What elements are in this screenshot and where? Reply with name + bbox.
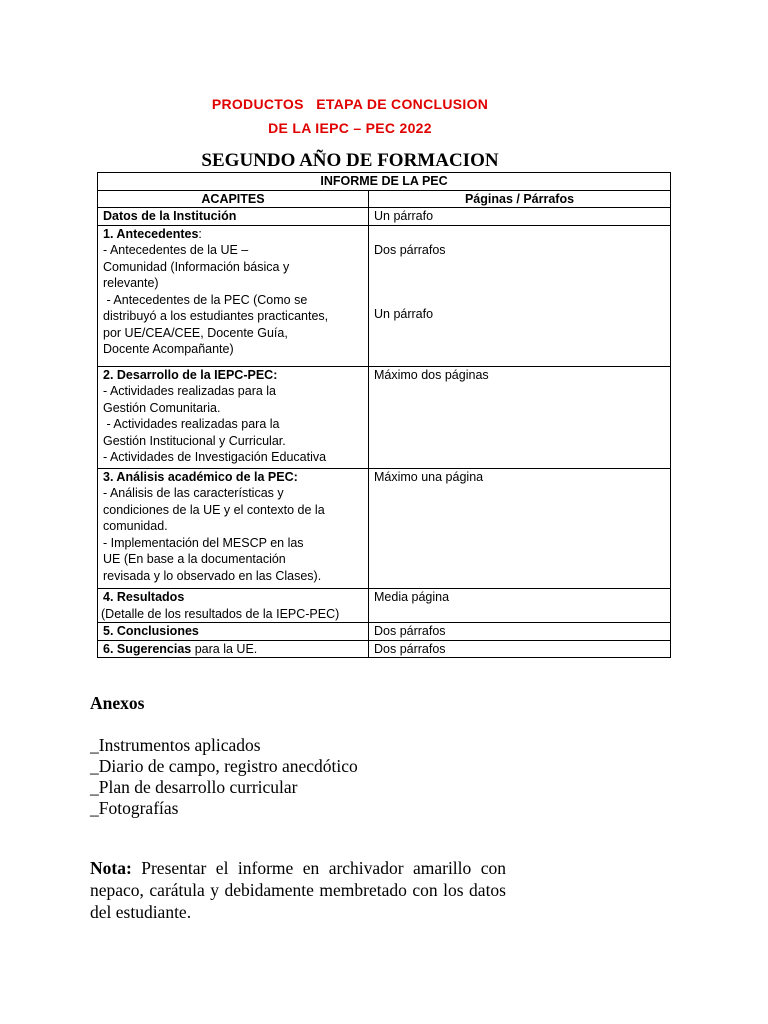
title-line-1: PRODUCTOS ETAPA DE CONCLUSION [211, 96, 489, 112]
row-line: revisada y lo observado en las Clases). [103, 568, 322, 583]
row-heading-cell [98, 589, 369, 623]
row-value-cell [369, 589, 671, 623]
table-row [98, 589, 671, 623]
list-item: _Diario de campo, registro anecdótico [90, 756, 358, 776]
row-line: - Actividades realizadas para la [103, 417, 280, 431]
row-line: - Actividades de Investigación Educativa [103, 450, 327, 464]
table-row [98, 366, 671, 468]
row-heading-cell [98, 468, 369, 589]
row-value: Dos párrafos [374, 641, 446, 656]
row-heading: Datos de la Institución [103, 209, 237, 223]
row-line: condiciones de la UE y el contexto de la [103, 502, 325, 517]
row-line: - Análisis de las características y [103, 486, 284, 500]
row-heading-cell [98, 225, 369, 366]
row-line: Docente Acompañante) [103, 342, 234, 356]
table-title-row [98, 173, 671, 191]
report-table [97, 172, 671, 658]
column-header-acapites: ACAPITES [98, 190, 369, 208]
row-line: - Antecedentes de la UE – [103, 243, 249, 257]
row-value: Media página [374, 590, 450, 604]
row-line: Comunidad (Información básica y [103, 259, 290, 274]
row-heading: 1. Antecedentes [103, 226, 199, 241]
row-heading-cell [98, 208, 369, 226]
row-value-cell [369, 640, 671, 658]
row-line: - Actividades realizadas para la [103, 384, 277, 398]
nota-label: Nota: [90, 858, 132, 878]
table-row [98, 468, 671, 589]
row-line: - Implementación del MESCP en las [103, 535, 304, 550]
row-line: - Antecedentes de la PEC (Como se [103, 292, 308, 307]
row-heading-suffix: para la UE. [191, 641, 258, 656]
row-line: comunidad. [103, 519, 168, 533]
list-item: _Plan de desarrollo curricular [90, 777, 298, 797]
list-item: _Fotografías [90, 798, 179, 818]
anexos-list [90, 735, 358, 819]
row-line: Gestión Institucional y Curricular. [103, 433, 286, 448]
row-line: por UE/CEA/CEE, Docente Guía, [103, 325, 288, 340]
row-heading: 2. Desarrollo de la IEPC-PEC: [103, 367, 278, 382]
row-line: relevante) [103, 276, 159, 290]
list-item: _Instrumentos aplicados [90, 735, 261, 755]
row-heading-cell [98, 640, 369, 658]
row-heading: 6. Sugerencias [103, 641, 192, 656]
row-heading: 3. Análisis académico de la PEC: [103, 469, 298, 484]
row-line: UE (En base a la documentación [103, 552, 286, 566]
row-heading-cell [98, 623, 369, 641]
row-value: Dos párrafos [374, 242, 446, 257]
row-value: Un párrafo [374, 307, 434, 321]
row-value: Un párrafo [374, 209, 434, 223]
anexos-heading: Anexos [90, 693, 145, 713]
row-heading: 4. Resultados [103, 590, 185, 604]
row-value-cell [369, 225, 671, 366]
row-value-cell [369, 468, 671, 589]
title-line-2: DE LA IEPC – PEC 2022 [268, 120, 432, 136]
row-value-cell [369, 208, 671, 226]
row-heading-cell [98, 366, 369, 468]
nota-text: Presentar el informe en archivador amarillo con nepaco, carátula y debidamente membretado con los datos del estudiante. [90, 858, 506, 922]
table-row [98, 623, 671, 641]
row-value-cell [369, 366, 671, 468]
section-title: SEGUNDO AÑO DE FORMACION [201, 150, 499, 171]
row-value: Máximo dos páginas [374, 367, 489, 382]
row-heading-suffix: : [198, 226, 202, 241]
table-title: INFORME DE LA PEC [98, 173, 671, 191]
row-value-cell [369, 623, 671, 641]
row-line: Gestión Comunitaria. [103, 400, 221, 415]
row-line: (Detalle de los resultados de la IEPC-PEC) [101, 606, 340, 621]
table-row [98, 208, 671, 226]
table-header-row [98, 190, 671, 208]
row-value: Dos párrafos [374, 624, 446, 638]
nota-paragraph [90, 857, 506, 923]
row-heading: 5. Conclusiones [103, 624, 199, 638]
table-row [98, 640, 671, 658]
row-line: distribuyó a los estudiantes practicantes, [103, 309, 329, 323]
column-header-paginas: Páginas / Párrafos [369, 190, 671, 208]
table-row [98, 225, 671, 366]
row-value: Máximo una página [374, 469, 484, 484]
